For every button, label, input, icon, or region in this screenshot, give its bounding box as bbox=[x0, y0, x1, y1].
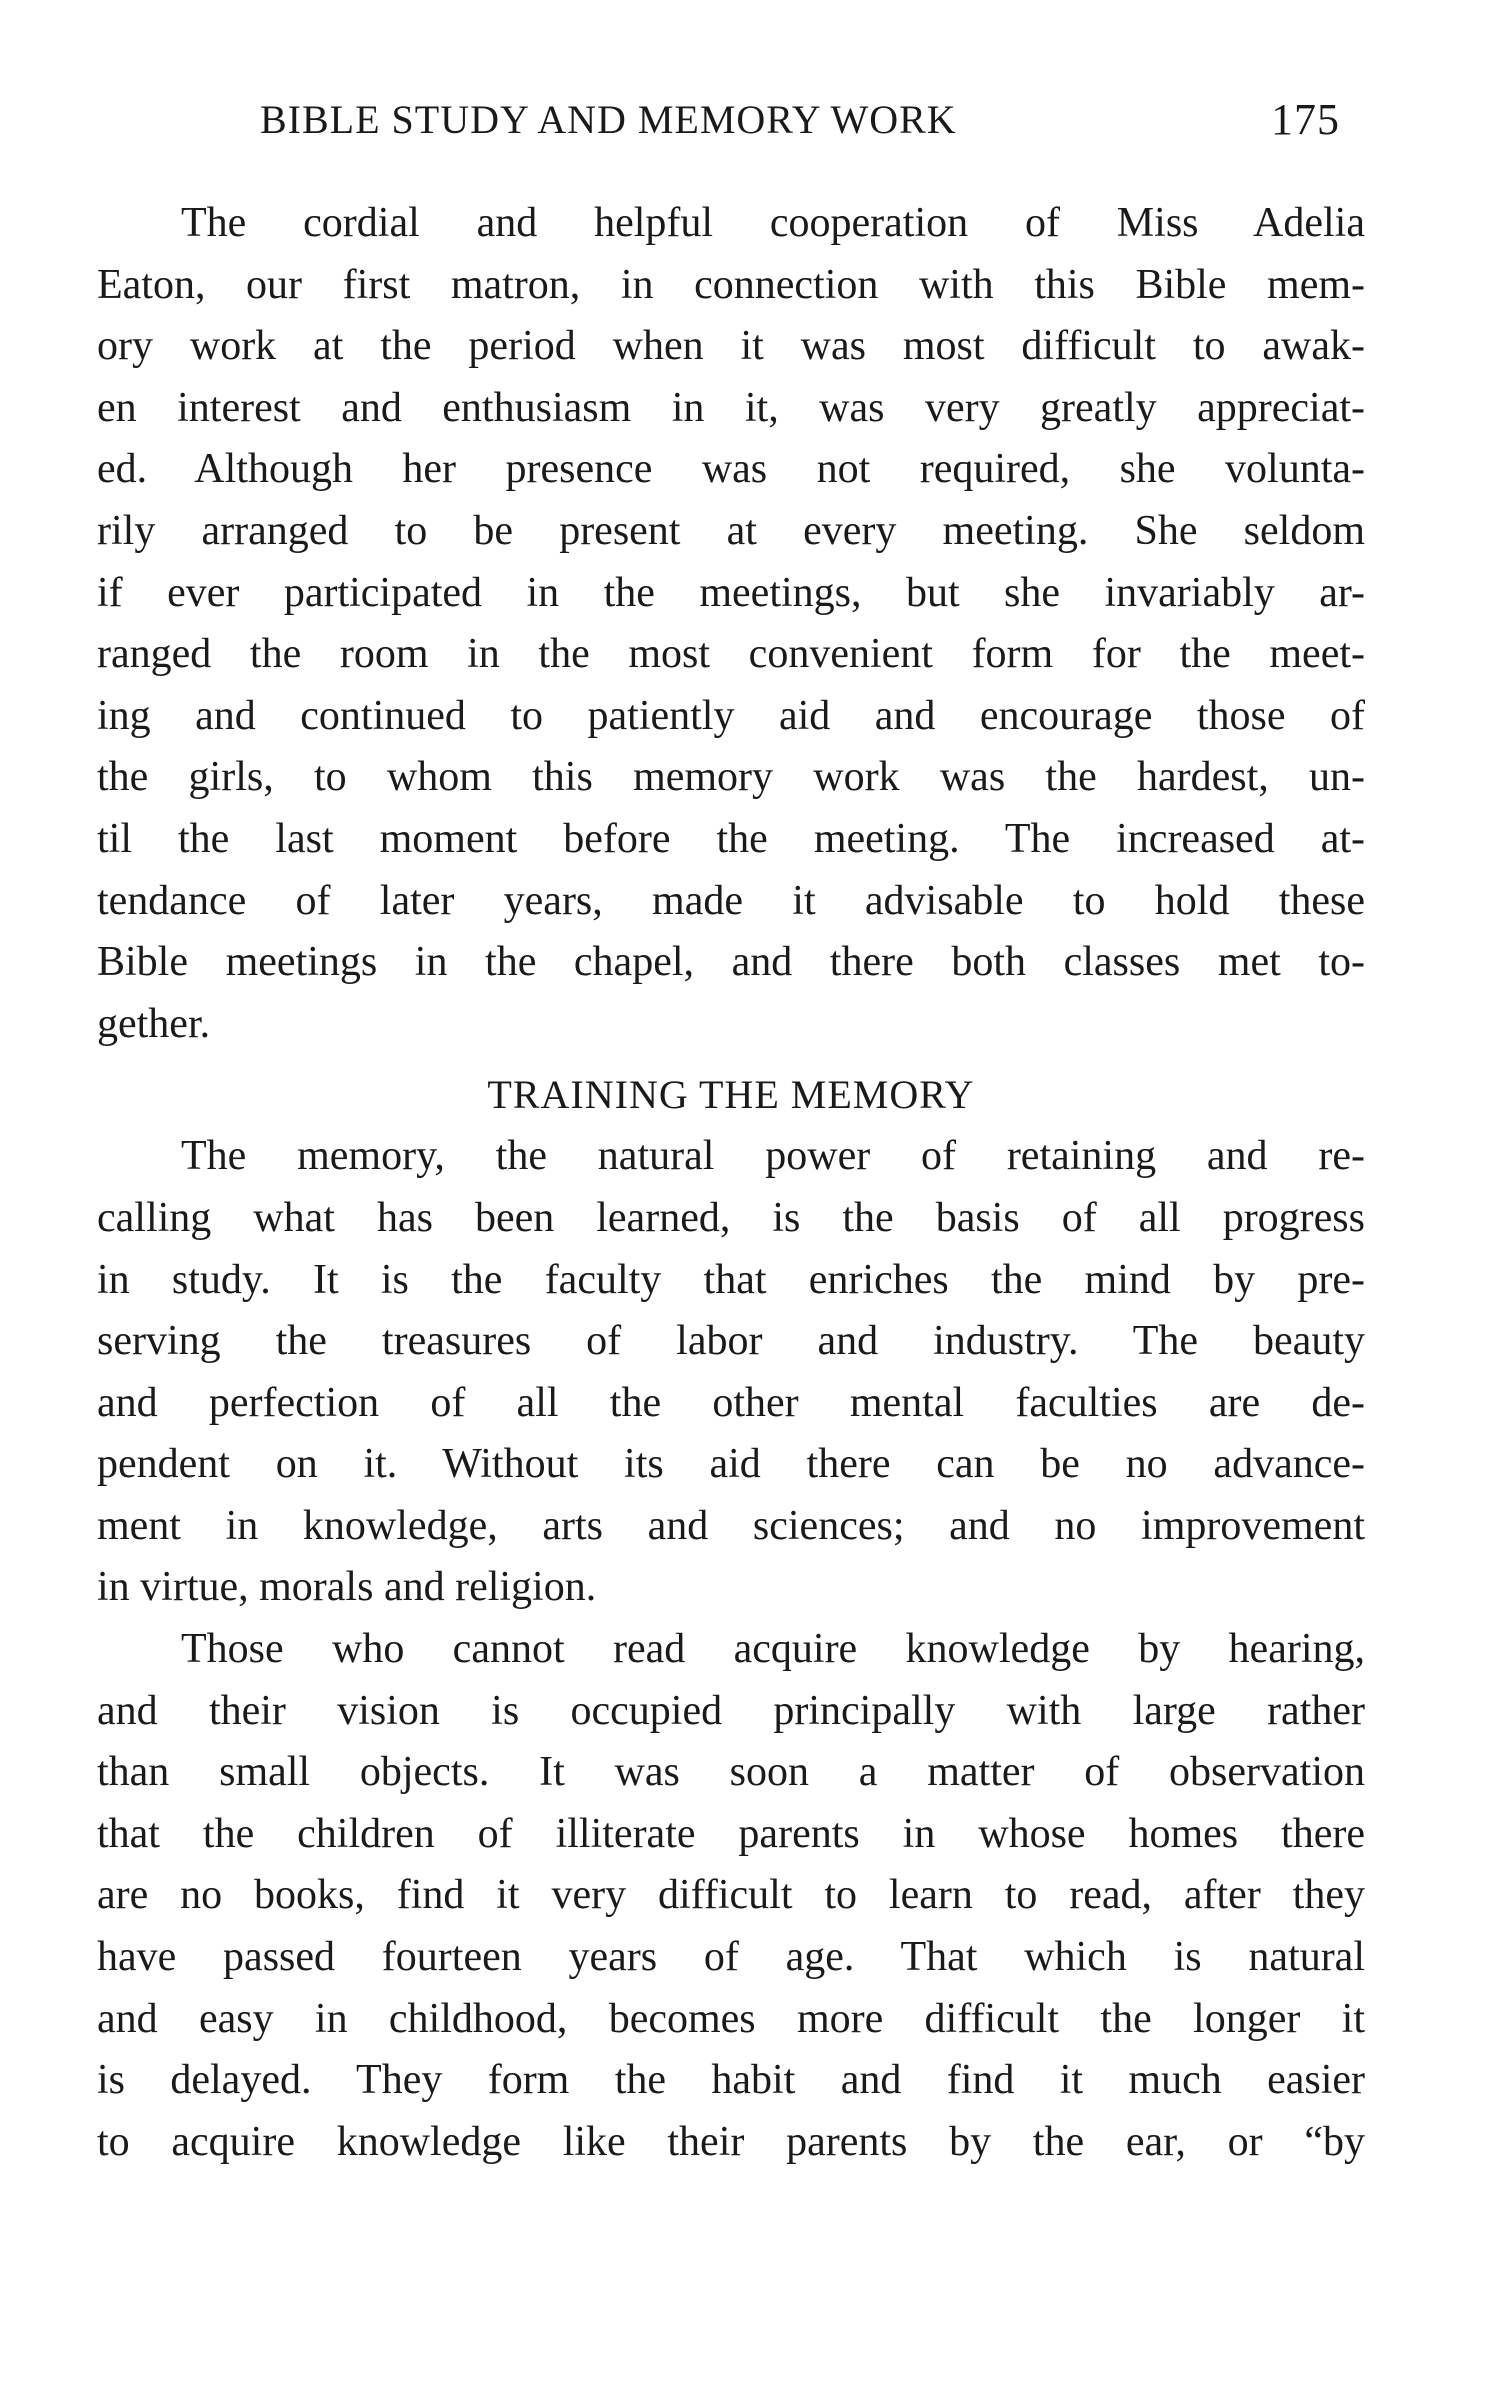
section-heading: TRAINING THE MEMORY bbox=[487, 1072, 975, 1118]
text-line: is delayed. They form the habit and find it much easier bbox=[97, 2057, 1365, 2104]
body-text bbox=[97, 193, 1365, 2173]
text-line: ory work at the period when it was most difficult to awak- bbox=[97, 323, 1365, 370]
text-line: ment in knowledge, arts and sciences; and no improvement bbox=[97, 1502, 1365, 1549]
running-title: BIBLE STUDY AND MEMORY WORK bbox=[260, 97, 957, 142]
text-line: ed. Although her presence was not required, she volunta- bbox=[97, 446, 1365, 493]
text-line: have passed fourteen years of age. That which is natural bbox=[97, 1934, 1365, 1981]
text-line: and easy in childhood, becomes more difficult the longer it bbox=[97, 1995, 1365, 2042]
text-line: calling what has been learned, is the basis of all progress bbox=[97, 1194, 1365, 1241]
text-line: rily arranged to be present at every meeting. She seldom bbox=[97, 507, 1365, 554]
text-line: tendance of later years, made it advisable to hold these bbox=[97, 877, 1365, 924]
text-line: if ever participated in the meetings, but she invariably ar- bbox=[97, 569, 1365, 616]
text-line: to acquire knowledge like their parents by the ear, or “by bbox=[97, 2118, 1365, 2165]
text-line: ranged the room in the most convenient form for the meet- bbox=[97, 631, 1365, 678]
text-line: Bible meetings in the chapel, and there both classes met to- bbox=[97, 939, 1365, 986]
text-line: in virtue, morals and religion. bbox=[97, 1564, 597, 1611]
text-line: the girls, to whom this memory work was the hardest, un- bbox=[97, 754, 1365, 801]
paragraph bbox=[97, 1619, 1365, 2173]
text-line: that the children of illiterate parents in whose homes there bbox=[97, 1810, 1365, 1857]
page-number: 175 bbox=[1271, 95, 1340, 144]
text-line: and perfection of all the other mental faculties are de- bbox=[97, 1379, 1365, 1426]
text-line: en interest and enthusiasm in it, was very greatly appreciat- bbox=[97, 384, 1365, 431]
text-line: are no books, find it very difficult to learn to read, after they bbox=[97, 1872, 1365, 1919]
text-line: and their vision is occupied principally with large rather bbox=[97, 1687, 1365, 1734]
text-line: in study. It is the faculty that enriches the mind by pre- bbox=[97, 1256, 1365, 1303]
text-line: gether. bbox=[97, 1000, 211, 1047]
text-line: Those who cannot read acquire knowledge by hearing, bbox=[181, 1626, 1365, 1673]
paragraph bbox=[97, 1126, 1365, 1619]
text-line: The cordial and helpful cooperation of Miss Adelia bbox=[181, 200, 1365, 246]
paragraph bbox=[97, 193, 1365, 1055]
text-line: til the last moment before the meeting. The increased at- bbox=[97, 815, 1365, 862]
text-line: than small objects. It was soon a matter of observation bbox=[97, 1749, 1365, 1796]
text-line: Eaton, our first matron, in connection with this Bible mem- bbox=[97, 261, 1365, 308]
text-line: The memory, the natural power of retaining and re- bbox=[181, 1133, 1365, 1180]
text-line: pendent on it. Without its aid there can be no advance- bbox=[97, 1441, 1365, 1488]
text-line: serving the treasures of labor and industry. The beauty bbox=[97, 1318, 1365, 1365]
text-line: ing and continued to patiently aid and encourage those of bbox=[97, 692, 1365, 739]
page-header bbox=[250, 88, 1340, 152]
